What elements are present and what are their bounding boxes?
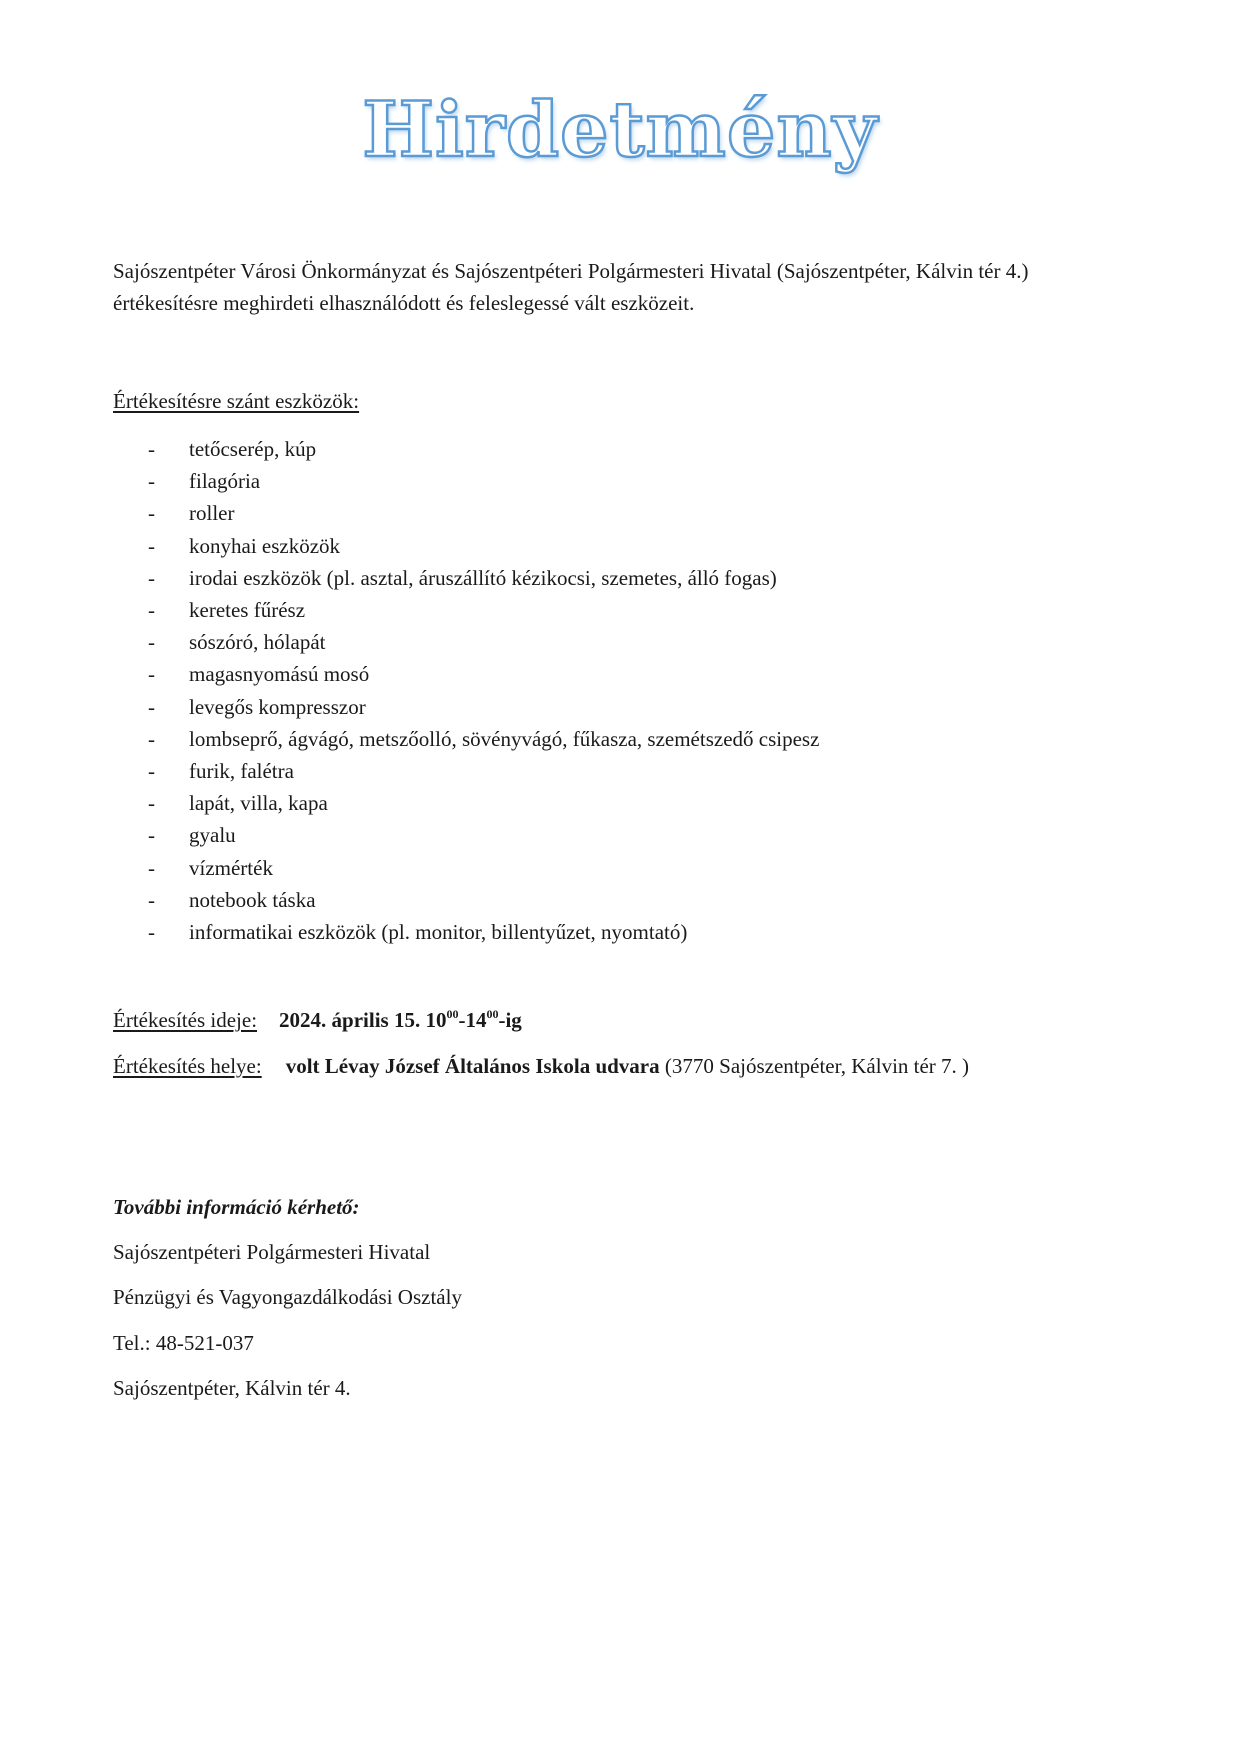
- list-bullet: -: [148, 533, 155, 558]
- list-item-text: sószóró, hólapát: [189, 630, 326, 655]
- list-bullet: -: [148, 823, 155, 848]
- list-item-text: tetőcserép, kúp: [189, 437, 317, 461]
- items-heading: Értékesítésre szánt eszközök:: [113, 389, 360, 413]
- list-item: [113, 916, 819, 948]
- list-item: [113, 755, 819, 787]
- list-item: [113, 787, 819, 819]
- list-item-text: furik, falétra: [189, 759, 294, 784]
- items-list: [113, 433, 819, 948]
- list-bullet: -: [148, 469, 155, 494]
- sale-time-label: Értékesítés ideje:: [113, 1008, 258, 1032]
- list-bullet: -: [148, 630, 155, 655]
- list-item: [113, 530, 819, 562]
- list-bullet: -: [148, 855, 155, 880]
- sale-time-suffix: -ig: [498, 1008, 522, 1032]
- list-item-text: vízmérték: [189, 855, 273, 880]
- list-item: [113, 562, 819, 594]
- list-item-text: irodai eszközök (pl. asztal, áruszállító kézikocsi, szemetes, álló fogas): [189, 565, 777, 590]
- list-item-text: gyalu: [189, 823, 236, 848]
- sale-place-label: Értékesítés helye:: [113, 1054, 262, 1078]
- sale-start-hour: 10: [425, 1008, 447, 1032]
- list-item: [113, 819, 819, 851]
- list-bullet: -: [148, 694, 155, 719]
- list-item-text: notebook táska: [189, 887, 316, 912]
- intro-paragraph: Sajószentpéter Városi Önkormányzat és Sajószentpéteri Polgármesteri Hivatal (Sajószentpéter, Kálvin tér 4.) értékesítésre meghirdeti elhasználódott és feleslegessé vált eszközeit.: [113, 259, 1029, 315]
- list-item-text: informatikai eszközök (pl. monitor, billentyűzet, nyomtató): [189, 920, 688, 945]
- sale-time-separator: -: [458, 1008, 466, 1032]
- list-item: [113, 723, 819, 755]
- list-item: [113, 884, 819, 916]
- list-item-text: magasnyomású mosó: [189, 662, 370, 687]
- list-bullet: -: [148, 662, 155, 687]
- list-bullet: -: [148, 726, 155, 751]
- list-bullet: -: [148, 501, 155, 526]
- info-address: Sajószentpéter, Kálvin tér 4.: [113, 1375, 351, 1400]
- sale-end-minutes: 00: [486, 1007, 499, 1021]
- list-item-text: levegős kompresszor: [189, 694, 366, 719]
- list-item: [113, 852, 819, 884]
- list-item-text: keretes fűrész: [189, 598, 306, 623]
- info-phone: Tel.: 48-521-037: [113, 1330, 254, 1355]
- list-bullet: -: [148, 759, 155, 784]
- list-bullet: -: [148, 437, 155, 461]
- info-office: Sajószentpéteri Polgármesteri Hivatal: [113, 1240, 431, 1265]
- list-bullet: -: [148, 791, 155, 816]
- list-bullet: -: [148, 565, 155, 590]
- sale-date: 2024. április 15.: [279, 1008, 421, 1032]
- list-item: [113, 497, 819, 529]
- sale-start-minutes: 00: [446, 1007, 459, 1021]
- list-bullet: -: [148, 887, 155, 912]
- sale-place-address: (3770 Sajószentpéter, Kálvin tér 7. ): [664, 1054, 970, 1078]
- list-item: [113, 658, 819, 690]
- sale-place-name: volt Lévay József Általános Iskola udvara: [285, 1054, 660, 1078]
- list-item: [113, 465, 819, 497]
- page-title: Hirdetmény: [362, 85, 878, 174]
- sale-time-row: [113, 1005, 522, 1035]
- list-item-text: konyhai eszközök: [189, 533, 341, 558]
- list-item: [113, 626, 819, 658]
- list-item-text: filagória: [189, 469, 261, 494]
- list-item: [113, 691, 819, 723]
- sale-time-value: [279, 1008, 522, 1032]
- sale-place-row: [113, 1051, 969, 1081]
- contact-info: [113, 1192, 462, 1418]
- info-heading: További információ kérhető:: [113, 1195, 360, 1219]
- sale-end-hour: 14: [465, 1008, 487, 1032]
- list-item: [113, 433, 819, 465]
- list-item-text: lombseprő, ágvágó, metszőolló, sövényvágó, fűkasza, szemétszedő csipesz: [189, 726, 820, 751]
- info-department: Pénzügyi és Vagyongazdálkodási Osztály: [113, 1285, 462, 1310]
- list-item-text: lapát, villa, kapa: [189, 791, 328, 816]
- list-bullet: -: [148, 920, 155, 945]
- list-item: [113, 594, 819, 626]
- list-bullet: -: [148, 598, 155, 623]
- list-item-text: roller: [189, 501, 235, 526]
